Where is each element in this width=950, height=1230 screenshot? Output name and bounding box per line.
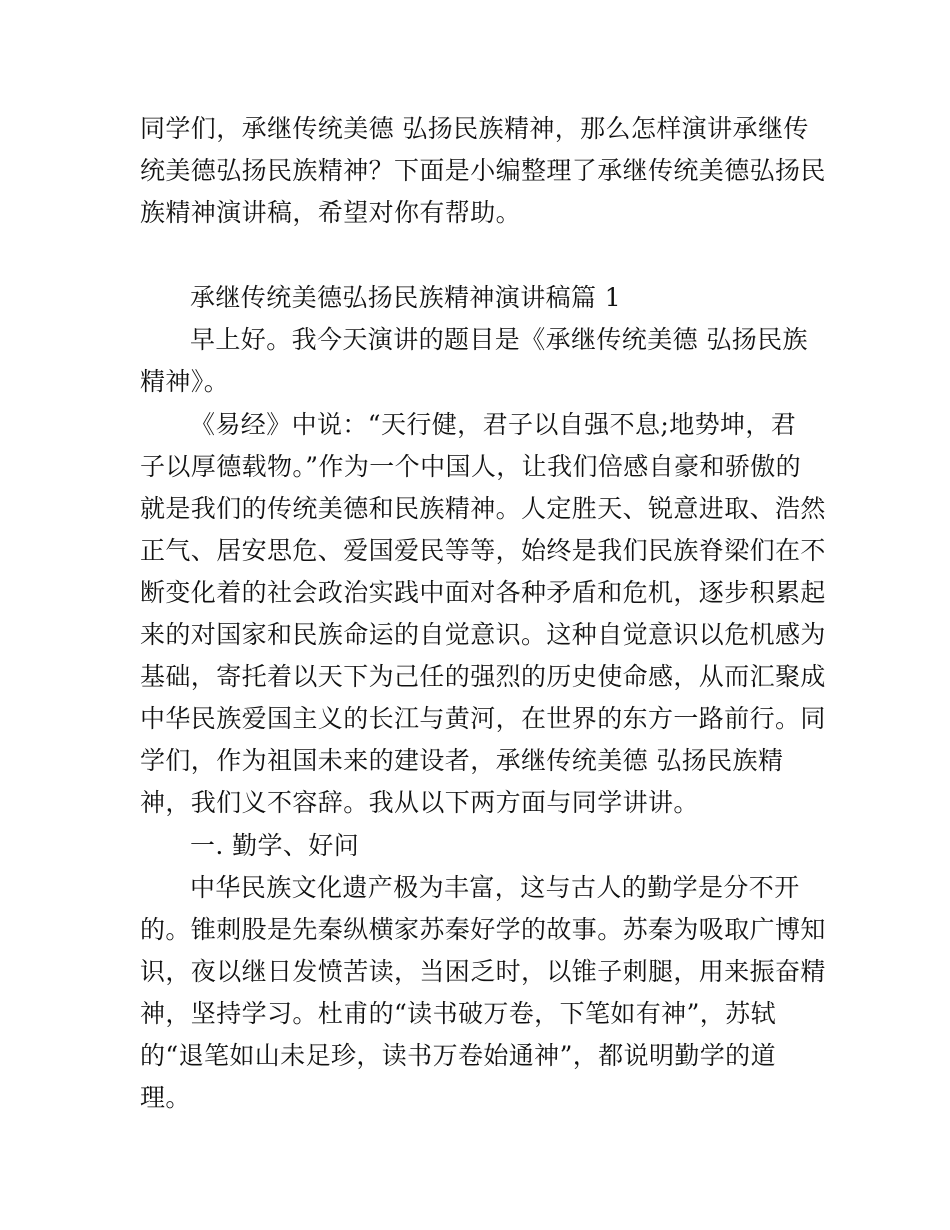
paragraph-2 xyxy=(140,404,826,824)
paragraph-line: 中华民族爱国主义的长江与黄河，在世界的东方一路前行。同 xyxy=(140,704,826,733)
intro-paragraph xyxy=(140,108,826,234)
paragraph-line: 学们，作为祖国未来的建设者，承继传统美德 弘扬民族精 xyxy=(140,746,784,775)
section-title: 承继传统美德弘扬民族精神演讲稿篇 1 xyxy=(190,283,622,312)
heading-block xyxy=(140,825,812,867)
paragraph-line: 的。锥刺股是先秦纵横家苏秦好学的故事。苏秦为吸取广博知 xyxy=(140,915,826,944)
paragraph-line: 神，坚持学习。杜甫的“读书破万卷，下笔如有神”，苏轼 xyxy=(140,999,776,1028)
intro-line: 同学们，承继传统美德 弘扬民族精神，那么怎样演讲承继传 xyxy=(140,114,809,143)
paragraph-line: 理。 xyxy=(140,1083,191,1112)
paragraph-line: 来的对国家和民族命运的自觉意识。这种自觉意识以危机感为 xyxy=(140,620,826,649)
paragraph-3 xyxy=(140,867,826,1119)
section-heading: 一. 勤学、好问 xyxy=(190,831,360,860)
paragraph-line: 早上好。我今天演讲的题目是《承继传统美德 弘扬民族 xyxy=(190,325,808,354)
intro-line: 统美德弘扬民族精神？下面是小编整理了承继传统美德弘扬民 xyxy=(140,156,826,185)
paragraph-line: 中华民族文化遗产极为丰富，这与古人的勤学是分不开 xyxy=(190,873,800,902)
paragraph-line: 基础，寄托着以天下为己任的强烈的历史使命感，从而汇聚成 xyxy=(140,662,826,691)
paragraph-line: 就是我们的传统美德和民族精神。人定胜天、锐意进取、浩然 xyxy=(140,494,826,523)
paragraph-line: 断变化着的社会政治实践中面对各种矛盾和危机，逐步积累起 xyxy=(140,578,826,607)
paragraph-line: 子以厚德载物。”作为一个中国人，让我们倍感自豪和骄傲的 xyxy=(140,452,802,481)
paragraph-line: 的“退笔如山未足珍，读书万卷始通神”，都说明勤学的道 xyxy=(140,1041,776,1070)
paragraph-line: 神，我们义不容辞。我从以下两方面与同学讲讲。 xyxy=(140,788,699,817)
paragraph-line: 正气、居安思危、爱国爱民等等，始终是我们民族脊梁们在不 xyxy=(140,536,826,565)
paragraph-line: 精神》。 xyxy=(140,367,230,396)
section-title-block xyxy=(140,277,812,319)
intro-line: 族精神演讲稿，希望对你有帮助。 xyxy=(140,198,522,227)
paragraph-1 xyxy=(140,319,812,403)
paragraph-line: 《易经》中说：“天行健，君子以自强不息;地势坤，君 xyxy=(190,410,797,439)
paragraph-line: 识，夜以继日发愤苦读，当困乏时，以锥子刺腿，用来振奋精 xyxy=(140,957,826,986)
